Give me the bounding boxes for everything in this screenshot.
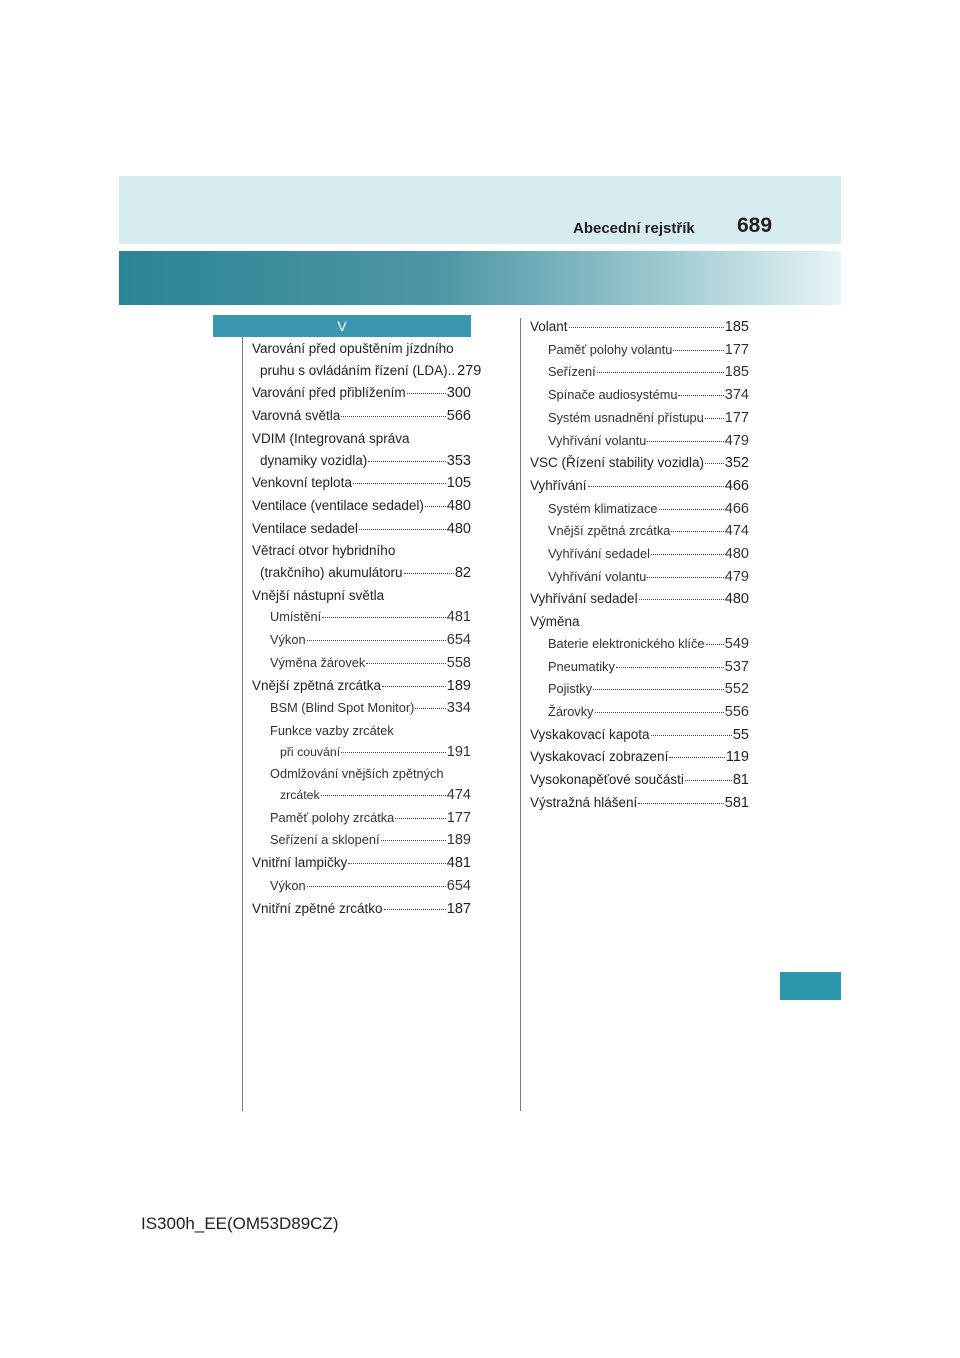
dot-leader — [595, 712, 724, 713]
index-entry-page: 189 — [446, 832, 471, 849]
dot-leader — [705, 418, 724, 419]
index-entry — [530, 543, 749, 566]
index-entry-label: Varovná světla — [252, 408, 341, 424]
index-entry-label: zrcátek — [280, 788, 320, 803]
dot-leader — [407, 393, 446, 394]
dot-leader — [382, 686, 446, 687]
index-entry-label: Vyhřívání volantu — [548, 568, 647, 584]
dot-leader — [415, 708, 445, 709]
index-entry-page: 82 — [454, 565, 471, 582]
index-entry-label: BSM (Blind Spot Monitor) — [270, 700, 415, 716]
index-entry-label: Venkovní teplota — [252, 475, 352, 491]
dot-leader — [359, 529, 446, 530]
index-entry-label: Žárovky — [548, 703, 594, 719]
dot-leader — [706, 644, 724, 645]
index-entry-label: Větrací otvor hybridního — [252, 543, 396, 559]
index-entry-label: Vnější zpětná zrcátka — [252, 677, 382, 693]
dot-leader — [348, 863, 446, 864]
index-entry-label: Ventilace (ventilace sedadel) — [252, 497, 424, 513]
dot-leader — [341, 752, 446, 753]
index-letter-heading: V — [213, 315, 471, 337]
index-entry-page: 481 — [446, 609, 471, 626]
dot-leader — [368, 461, 446, 462]
index-entry-label: Vyhřívání sedadel — [530, 591, 638, 607]
index-entry-page: 480 — [724, 591, 749, 608]
index-entry — [530, 498, 749, 521]
index-entry-page: 552 — [724, 681, 749, 698]
dot-leader — [647, 577, 723, 578]
dot-leader — [638, 803, 723, 804]
index-entry — [252, 875, 471, 898]
left-index-column — [252, 338, 482, 920]
index-entry-page: 474 — [724, 523, 749, 540]
index-entry-label: Umístění — [270, 609, 322, 625]
index-entry — [530, 520, 749, 543]
index-entry-page: 480 — [446, 497, 471, 514]
dot-leader — [673, 350, 723, 351]
index-entry-label: Pojistky — [548, 681, 593, 697]
index-entry — [252, 829, 471, 852]
index-entry-page: 481 — [446, 855, 471, 872]
index-entry — [252, 852, 471, 875]
index-entry-page: 466 — [724, 500, 749, 517]
index-entry-page: 300 — [446, 385, 471, 402]
dot-leader — [678, 395, 723, 396]
dot-leader — [616, 667, 724, 668]
index-entry — [252, 495, 471, 518]
index-entry — [252, 518, 471, 541]
index-entry-page: 374 — [724, 387, 749, 404]
index-entry-label: Výměna žárovek — [270, 654, 366, 670]
index-entry-label: dynamiky vozidla) — [260, 452, 368, 468]
index-entry-label: Pneumatiky — [548, 658, 615, 674]
index-entry-label: Výkon — [270, 632, 306, 648]
index-entry-page: 177 — [724, 409, 749, 426]
index-entry-label: Výkon — [270, 877, 306, 893]
index-entry — [252, 763, 471, 785]
index-entry — [252, 898, 471, 921]
index-entry-label: Vysokonapěťové součásti — [530, 772, 684, 788]
index-entry — [530, 384, 749, 407]
index-entry-page: 581 — [724, 794, 749, 811]
index-entry-page: 466 — [724, 477, 749, 494]
index-entry-label: při couvání — [280, 744, 341, 759]
index-entry-label: VSC (Řízení stability vozidla) — [530, 455, 705, 471]
index-entry — [252, 360, 482, 383]
index-entry — [530, 611, 749, 633]
index-entry-page: 187 — [446, 900, 471, 917]
model-code: IS300h_EE(OM53D89CZ) — [141, 1214, 339, 1233]
index-entry — [530, 407, 749, 430]
index-entry-label: Výměna — [530, 614, 580, 630]
index-entry — [252, 606, 471, 629]
index-entry — [530, 316, 749, 339]
header-gradient-bar — [119, 251, 841, 305]
index-entry — [530, 769, 749, 792]
index-entry — [252, 697, 471, 720]
dot-leader — [588, 486, 724, 487]
chapter-side-tab — [780, 972, 841, 1000]
dot-leader — [381, 840, 446, 841]
index-entry — [530, 746, 749, 769]
index-entry — [530, 701, 749, 724]
index-entry — [530, 724, 749, 747]
index-entry — [530, 566, 749, 589]
index-entry-page: 537 — [724, 658, 749, 675]
index-entry — [252, 450, 471, 473]
header-band — [119, 176, 841, 244]
index-entry-page: 55 — [732, 726, 749, 743]
right-column-rule — [520, 318, 521, 1111]
index-entry-label: Funkce vazby zrcátek — [270, 722, 394, 738]
index-entry — [252, 472, 471, 495]
index-entry — [252, 428, 471, 450]
index-entry-page: 353 — [446, 452, 471, 469]
index-entry — [530, 678, 749, 701]
index-entry-page: 119 — [725, 749, 749, 766]
index-entry-page: 105 — [446, 475, 471, 492]
index-entry — [252, 807, 471, 830]
index-entry — [530, 475, 749, 498]
dot-leader — [384, 909, 446, 910]
index-entry — [530, 361, 749, 384]
index-entry-page: 549 — [724, 635, 749, 652]
index-entry-page: 480 — [724, 546, 749, 563]
index-entry-label: Vnitřní lampičky — [252, 855, 348, 871]
index-entry — [252, 540, 471, 562]
index-entry-page: 556 — [724, 703, 749, 720]
index-entry-label: Vnitřní zpětné zrcátko — [252, 900, 383, 916]
dot-leader — [307, 640, 446, 641]
dot-leader — [569, 327, 724, 328]
dot-leader — [705, 463, 724, 464]
index-entry-label: Vnější nástupní světla — [252, 587, 385, 603]
index-entry — [530, 588, 749, 611]
index-entry — [252, 562, 471, 585]
index-entry-label: Volant — [530, 319, 568, 334]
index-entry-label: Vyskakovací kapota — [530, 726, 650, 742]
index-entry — [530, 792, 749, 815]
index-entry — [530, 430, 749, 453]
index-entry-label: Paměť polohy zrcátka — [270, 809, 395, 825]
index-entry — [530, 656, 749, 679]
index-entry-label: VDIM (Integrovaná správa — [252, 430, 410, 446]
index-entry-label: Paměť polohy volantu — [548, 341, 673, 357]
index-entry-page: 177 — [446, 809, 471, 826]
dot-leader — [669, 757, 725, 758]
index-entry-page: 352 — [724, 455, 749, 472]
index-entry-label: Baterie elektronického klíče — [548, 635, 705, 651]
index-entry-label: Systém usnadnění přístupu — [548, 409, 704, 425]
index-entry — [252, 382, 471, 405]
left-column-rule — [242, 327, 243, 1111]
dot-leader — [685, 780, 732, 781]
dot-leader — [404, 573, 454, 574]
index-entry-label: Vyhřívání volantu — [548, 432, 647, 448]
index-entry — [252, 785, 471, 807]
index-entry-page: 558 — [446, 654, 471, 671]
index-entry-label: Systém klimatizace — [548, 500, 658, 516]
index-entry — [252, 720, 471, 742]
dot-leader — [651, 554, 724, 555]
index-entry-label: Vyhřívání sedadel — [548, 546, 650, 562]
index-entry-label: Varování před přiblížením — [252, 385, 406, 401]
index-entry-page: 189 — [446, 677, 471, 694]
index-entry — [252, 742, 471, 764]
dot-leader — [322, 617, 446, 618]
index-entry-label: Ventilace sedadel — [252, 520, 358, 536]
section-title: Abecední rejstřík — [573, 220, 695, 237]
index-entry-label: Výstražná hlášení — [530, 794, 638, 810]
index-entry — [530, 452, 749, 475]
dot-leader — [307, 886, 446, 887]
dot-leader — [395, 818, 446, 819]
index-entry-label: Varování před opuštěním jízdního — [252, 341, 454, 356]
index-entry — [252, 405, 471, 428]
index-entry-label: Vyhřívání — [530, 477, 587, 493]
index-entry — [252, 675, 471, 698]
index-entry-page: 479 — [724, 568, 749, 585]
index-entry-label: Odmlžování vnějších zpětných — [270, 766, 444, 782]
index-entry-page: 279 — [457, 362, 482, 379]
index-entry-page: 191 — [446, 743, 471, 760]
page-number: 689 — [737, 214, 773, 237]
dot-leader — [425, 506, 446, 507]
index-entry-page: 479 — [724, 432, 749, 449]
dot-leader — [597, 372, 724, 373]
dot-leader — [321, 795, 446, 796]
dot-leader — [341, 416, 445, 417]
index-entry-page: 81 — [732, 772, 749, 789]
index-entry-label: pruhu s ovládáním řízení (LDA).. — [260, 362, 456, 378]
index-entry-label: Vyskakovací zobrazení — [530, 749, 669, 765]
index-entry-page: 185 — [724, 319, 749, 335]
dot-leader — [639, 599, 724, 600]
index-entry-page: 566 — [446, 408, 471, 425]
index-entry-label: Vnější zpětná zrcátka — [548, 523, 671, 539]
index-entry-label: (trakčního) akumulátoru — [260, 565, 403, 581]
index-entry-label: Seřízení — [548, 364, 596, 380]
dot-leader — [671, 531, 723, 532]
index-entry — [252, 652, 471, 675]
index-entry-page: 334 — [446, 700, 471, 717]
dot-leader — [593, 689, 724, 690]
index-entry-label: Spínače audiosystému — [548, 387, 678, 403]
right-index-column — [530, 316, 749, 814]
index-entry-page: 654 — [446, 632, 471, 649]
index-entry-page: 177 — [724, 341, 749, 358]
index-entry — [252, 338, 471, 360]
dot-leader — [647, 441, 723, 442]
index-entry-page: 480 — [446, 520, 471, 537]
dot-leader — [353, 483, 446, 484]
index-entry-label: Seřízení a sklopení — [270, 832, 380, 848]
index-entry — [252, 629, 471, 652]
index-entry — [252, 585, 471, 607]
index-entry — [530, 339, 749, 362]
index-entry-page: 185 — [724, 364, 749, 381]
index-entry-page: 474 — [446, 787, 471, 804]
index-entry — [530, 633, 749, 656]
index-entry-page: 654 — [446, 877, 471, 894]
dot-leader — [659, 509, 724, 510]
dot-leader — [651, 735, 732, 736]
dot-leader — [366, 663, 445, 664]
